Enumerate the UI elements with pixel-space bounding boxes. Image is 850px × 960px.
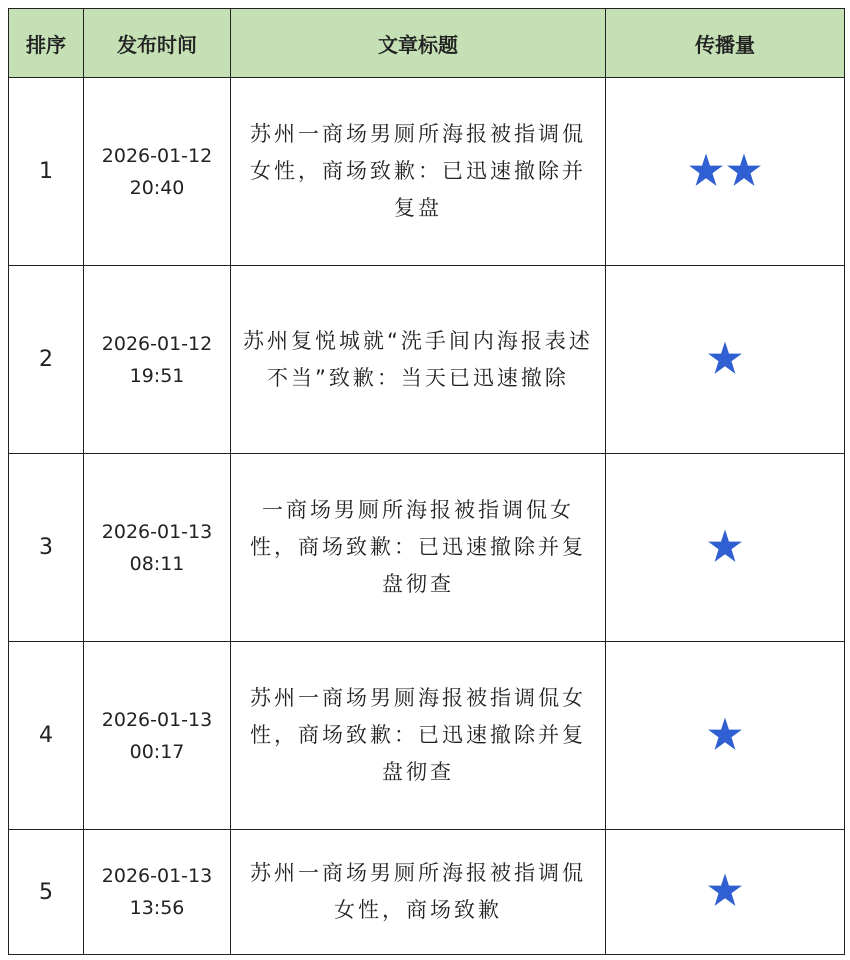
star-icon: [707, 716, 743, 752]
article-title: 苏州一商场男厕所海报被指调侃女性，商场致歉：已迅速撤除并复盘: [231, 78, 606, 266]
rank-cell: 3: [9, 454, 84, 642]
table-row: [9, 266, 845, 454]
star-rating: [707, 872, 743, 908]
reach-cell: [606, 642, 845, 830]
star-icon: [707, 528, 743, 564]
header-title: 文章标题: [231, 9, 606, 78]
star-icon: [688, 152, 724, 188]
rank-cell: 4: [9, 642, 84, 830]
publish-clock: 13:56: [129, 897, 185, 919]
rank-cell: 5: [9, 830, 84, 955]
ranking-table: [8, 8, 845, 955]
table-row: [9, 830, 845, 955]
time-cell: [84, 78, 231, 266]
header-reach: 传播量: [606, 9, 845, 78]
star-icon: [707, 340, 743, 376]
table-row: [9, 78, 845, 266]
reach-cell: [606, 454, 845, 642]
star-icon: [726, 152, 762, 188]
publish-clock: 00:17: [129, 740, 185, 763]
rank-cell: 2: [9, 266, 84, 454]
time-cell: [84, 266, 231, 454]
rank-cell: 1: [9, 78, 84, 266]
reach-cell: [606, 78, 845, 266]
publish-date: 2026-01-12: [101, 332, 213, 355]
publish-date: 2026-01-13: [101, 865, 213, 887]
table-row: [9, 642, 845, 830]
time-cell: [84, 642, 231, 830]
time-cell: [84, 454, 231, 642]
star-rating: [707, 716, 743, 752]
star-icon: [707, 872, 743, 908]
header-row: [9, 9, 845, 78]
star-rating: [688, 152, 762, 188]
publish-clock: 08:11: [129, 552, 185, 575]
publish-date: 2026-01-13: [101, 708, 213, 731]
table-row: [9, 454, 845, 642]
publish-clock: 20:40: [129, 176, 185, 199]
article-title: 苏州一商场男厕所海报被指调侃女性，商场致歉: [231, 830, 606, 955]
article-title: 苏州一商场男厕海报被指调侃女性，商场致歉：已迅速撤除并复盘彻查: [231, 642, 606, 830]
time-cell: [84, 830, 231, 955]
publish-date: 2026-01-12: [101, 144, 213, 167]
star-rating: [707, 340, 743, 376]
reach-cell: [606, 266, 845, 454]
publish-date: 2026-01-13: [101, 520, 213, 543]
header-rank: 排序: [9, 9, 84, 78]
article-title: 一商场男厕所海报被指调侃女性，商场致歉：已迅速撤除并复盘彻查: [231, 454, 606, 642]
header-time: 发布时间: [84, 9, 231, 78]
reach-cell: [606, 830, 845, 955]
publish-clock: 19:51: [129, 364, 185, 387]
star-rating: [707, 528, 743, 564]
article-title: 苏州复悦城就“洗手间内海报表述不当”致歉：当天已迅速撤除: [231, 266, 606, 454]
